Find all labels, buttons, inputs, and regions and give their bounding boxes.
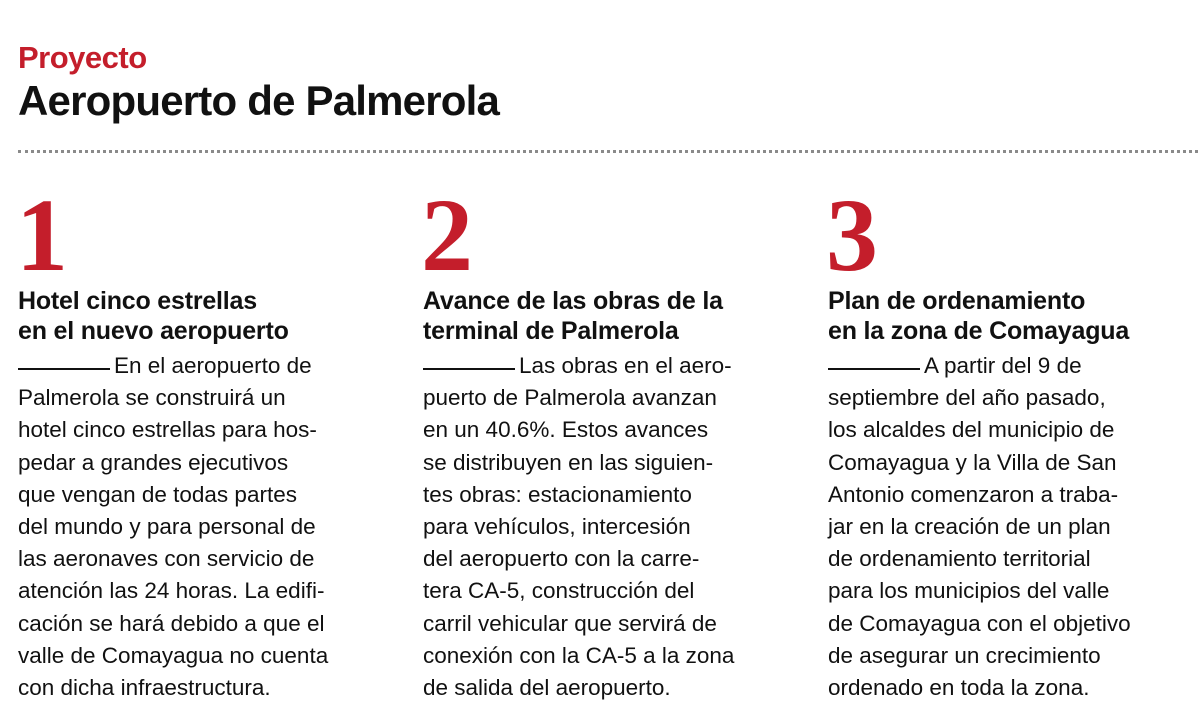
- item-title: Plan de ordenamiento en la zona de Comayagua: [828, 287, 1130, 345]
- item-body: En el aeropuerto de Palmerola se construirá un hotel cinco estrellas para hos- pedar a grandes ejecutivos que vengan de todas partes del mundo y para personal de las aeronaves con servicio de atención las 24 horas. La edifi- cación se hará debido a que el valle de Comayagua no cuenta con dicha infraestructura.: [18, 353, 329, 701]
- section-kicker: Proyecto: [18, 40, 147, 75]
- item-body: A partir del 9 de septiembre del año pasado, los alcaldes del municipio de Comayagua y la Villa de San Antonio comenzaron a traba- jar en la creación de un plan de ordenamiento territorial para los municipios del valle de Comayagua con el objetivo de asegurar un crecimiento ordenado en toda la zona.: [828, 353, 1131, 701]
- items-columns: [16, 178, 1198, 728]
- item-column-3: [826, 178, 1200, 704]
- item-body: Las obras en el aero- puerto de Palmerola avanzan en un 40.6%. Estos avances se distribuyen en las siguien- tes obras: estacionamiento para vehículos, intercesión del aeropuerto con la carre- tera CA-5, construcción del carril vehicular que servirá de conexión con la CA-5 a la zona de salida del aeropuerto.: [423, 353, 735, 701]
- lead-rule: [828, 368, 920, 370]
- item-body-wrap: [18, 350, 393, 704]
- item-title: Hotel cinco estrellas en el nuevo aeropuerto: [18, 287, 289, 345]
- item-body-wrap: [828, 350, 1200, 704]
- lead-rule: [18, 368, 110, 370]
- dotted-divider: [18, 150, 1198, 153]
- item-title: Avance de las obras de la terminal de Palmerola: [423, 287, 723, 345]
- item-number: 3: [826, 178, 878, 293]
- item-body-wrap: [423, 350, 798, 704]
- item-column-2: [421, 178, 798, 704]
- item-column-1: [16, 178, 393, 704]
- header: [18, 40, 1198, 124]
- item-number: 1: [16, 178, 68, 293]
- page-title: Aeropuerto de Palmerola: [18, 77, 500, 124]
- item-number: 2: [421, 178, 473, 293]
- lead-rule: [423, 368, 515, 370]
